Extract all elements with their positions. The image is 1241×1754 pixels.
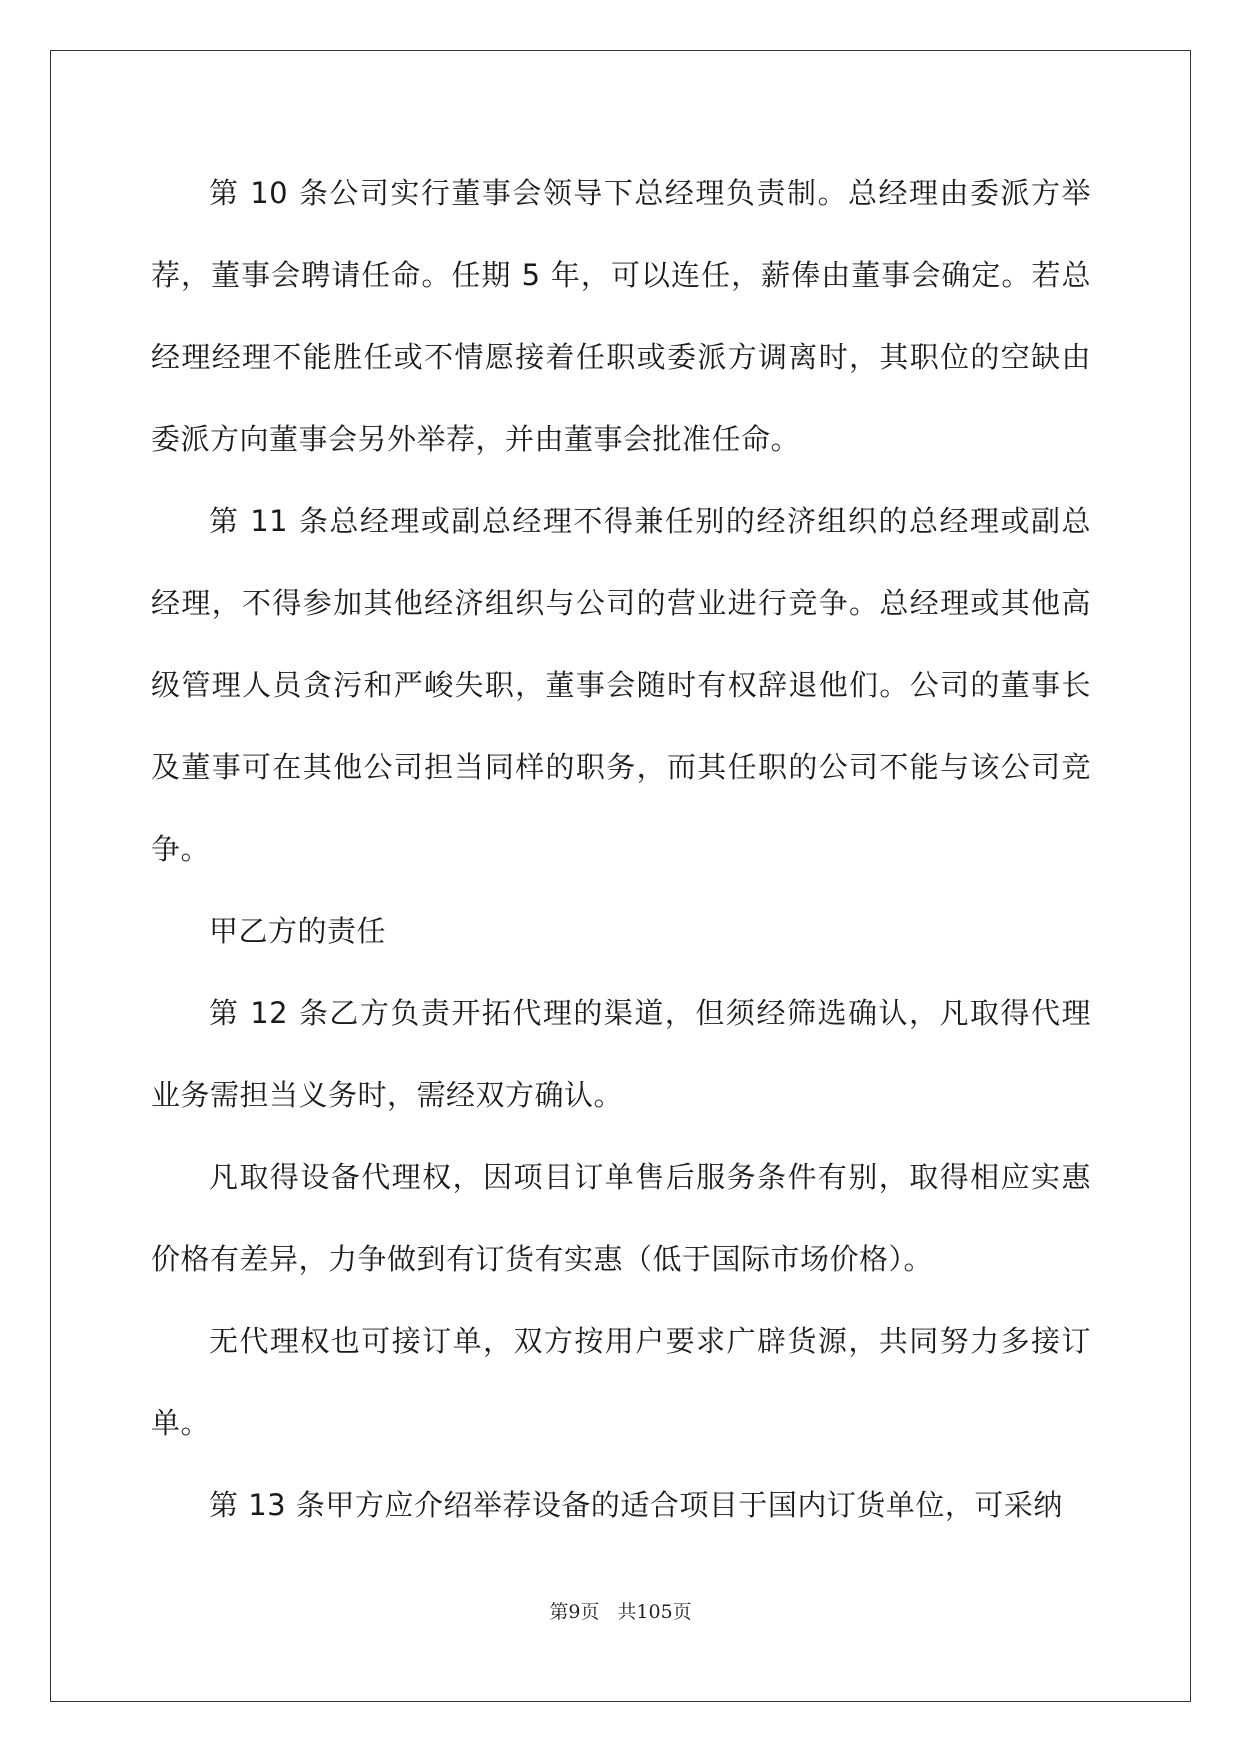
- page-number: 第9页: [549, 1601, 600, 1623]
- page-footer: [0, 1597, 1241, 1624]
- paragraph-article-12: 第 12 条乙方负责开拓代理的渠道，但须经筛选确认，凡取得代理业务需担当义务时，需经双方确认。: [151, 996, 1091, 1112]
- paragraph-no-agency: 无代理权也可接订单，双方按用户要求广辟货源，共同努力多接订单。: [151, 1324, 1091, 1440]
- section-heading: 甲乙方的责任: [209, 914, 387, 948]
- paragraph-article-11: 第 11 条总经理或副总经理不得兼任别的经济组织的总经理或副总经理，不得参加其他经济组织与公司的营业进行竞争。总经理或其他高级管理人员贪污和严峻失职，董事会随时有权辞退他们。公司的董事长及董事可在其他公司担当同样的职务，而其任职的公司不能与该公司竞争。: [151, 504, 1091, 866]
- document-body: [151, 152, 1091, 1546]
- paragraph-article-13: 第 13 条甲方应介绍举荐设备的适合项目于国内订货单位，可采纳: [209, 1488, 1063, 1522]
- paragraph-article-10: 第 10 条公司实行董事会领导下总经理负责制。总经理由委派方举荐，董事会聘请任命。任期 5 年，可以连任，薪俸由董事会确定。若总经理经理不能胜任或不情愿接着任职或委派方调离时，其职位的空缺由委派方向董事会另外举荐，并由董事会批准任命。: [151, 176, 1091, 456]
- paragraph-agency-rights: 凡取得设备代理权，因项目订单售后服务条件有别，取得相应实惠价格有差异，力争做到有订货有实惠（低于国际市场价格）。: [151, 1160, 1091, 1276]
- page-total: 共105页: [617, 1601, 692, 1623]
